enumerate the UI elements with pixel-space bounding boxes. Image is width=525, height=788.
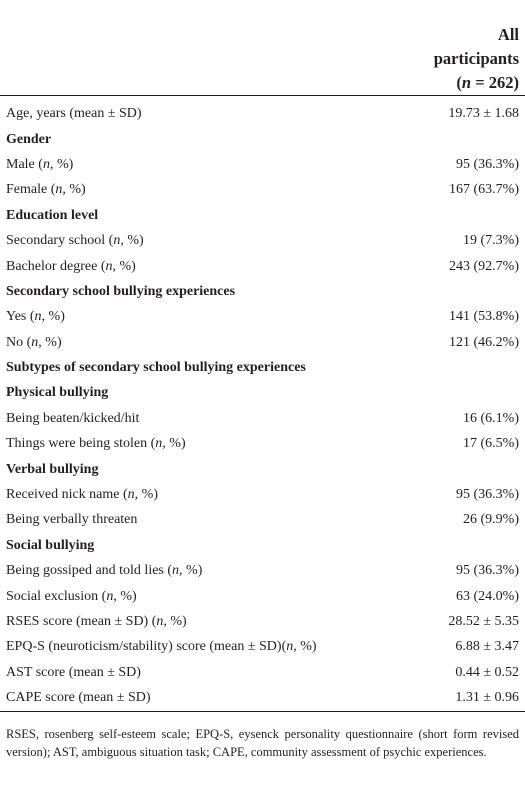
table-row: [0, 482, 525, 507]
table-row: [0, 330, 525, 355]
row-label: RSES score (mean ± SD) (n, %): [6, 614, 187, 629]
section-label: Social bullying: [6, 537, 95, 553]
section-row: [0, 457, 525, 482]
row-label: Received nick name (n, %): [6, 487, 158, 503]
table-row: [0, 635, 525, 660]
header-all-participants: [388, 0, 525, 95]
row-value: 6.88 ± 3.47: [455, 639, 519, 655]
row-label: CAPE score (mean ± SD): [0, 685, 388, 711]
row-value: 95 (36.3%): [456, 487, 519, 503]
section-label: Gender: [6, 131, 52, 147]
row-value: 28.52 ± 5.35: [448, 614, 519, 629]
row-value: 95 (36.3%): [456, 156, 519, 172]
section-row: [0, 533, 525, 558]
row-label: Bachelor degree (n, %): [6, 258, 136, 274]
row-label: Yes (n, %): [6, 309, 65, 325]
row-value: 16 (6.1%): [463, 410, 519, 426]
header-line-3: (n = 262): [456, 72, 519, 92]
row-label: Being verbally threaten: [6, 512, 138, 528]
table-row: [0, 228, 525, 253]
table-body: [0, 95, 525, 711]
section-label: Subtypes of secondary school bullying experiences: [6, 360, 306, 376]
row-label: Female (n, %): [6, 182, 86, 198]
section-row: [0, 355, 525, 380]
section-label: Physical bullying: [6, 385, 109, 401]
row-label: Age, years (mean ± SD): [6, 106, 142, 122]
row-value: 63 (24.0%): [456, 588, 519, 604]
row-value: 19 (7.3%): [463, 233, 519, 249]
row-value: 95 (36.3%): [456, 563, 519, 579]
row-value: 141 (53.8%): [449, 309, 519, 325]
row-label: Male (n, %): [6, 156, 74, 172]
table-row: [0, 508, 525, 533]
row-value: [388, 279, 525, 304]
row-label: AST score (mean ± SD): [6, 664, 141, 680]
row-value: [388, 203, 525, 228]
row-value: 19.73 ± 1.68: [448, 106, 519, 122]
table-row: [0, 685, 525, 711]
section-row: [0, 203, 525, 228]
row-label: Social exclusion (n, %): [6, 588, 137, 604]
row-label: Secondary school (n, %): [6, 233, 144, 249]
row-value: 167 (63.7%): [449, 182, 519, 198]
row-value: 121 (46.2%): [449, 334, 519, 350]
row-value: 243 (92.7%): [449, 258, 519, 274]
row-value: 26 (9.9%): [463, 512, 519, 528]
section-label: Education level: [6, 207, 99, 223]
table-row: [0, 305, 525, 330]
row-label: Things were being stolen (n, %): [6, 436, 186, 452]
header-line-2: participants: [433, 48, 519, 68]
table-row: [0, 178, 525, 203]
table-row: [0, 609, 525, 634]
row-label: EPQ-S (neuroticism/stability) score (mean ± SD)(n, %): [6, 639, 317, 655]
table-row: [0, 95, 525, 127]
table-row: [0, 660, 525, 685]
section-label: Secondary school bullying experiences: [6, 283, 236, 299]
row-label: Being gossiped and told lies (n, %): [6, 563, 203, 579]
table-row: [0, 152, 525, 177]
row-value: 17 (6.5%): [463, 436, 519, 452]
section-row: [0, 127, 525, 152]
table-header: [0, 0, 525, 95]
row-value: [388, 355, 525, 380]
row-value: [388, 533, 525, 558]
row-value: [388, 381, 525, 406]
table-row: [0, 406, 525, 431]
section-row: [0, 381, 525, 406]
section-label: Verbal bullying: [6, 461, 99, 477]
table-row: [0, 584, 525, 609]
table-row: [0, 559, 525, 584]
table-row: [0, 432, 525, 457]
table-footnote: RSES, rosenberg self-esteem scale; EPQ-S, eysenck personality questionnaire (short form revised version); AST, ambiguous situation task; CAPE, community assessment of psychic experiences.: [6, 726, 519, 759]
row-value: 0.44 ± 0.52: [455, 664, 519, 680]
header-line-1: All: [497, 24, 519, 44]
section-row: [0, 279, 525, 304]
row-value: [388, 127, 525, 152]
table-row: [0, 254, 525, 279]
row-label: Being beaten/kicked/hit: [6, 410, 140, 426]
row-value: 1.31 ± 0.96: [388, 685, 525, 711]
header-empty-cell: [0, 0, 388, 95]
row-label: No (n, %): [6, 334, 62, 350]
row-value: [388, 457, 525, 482]
